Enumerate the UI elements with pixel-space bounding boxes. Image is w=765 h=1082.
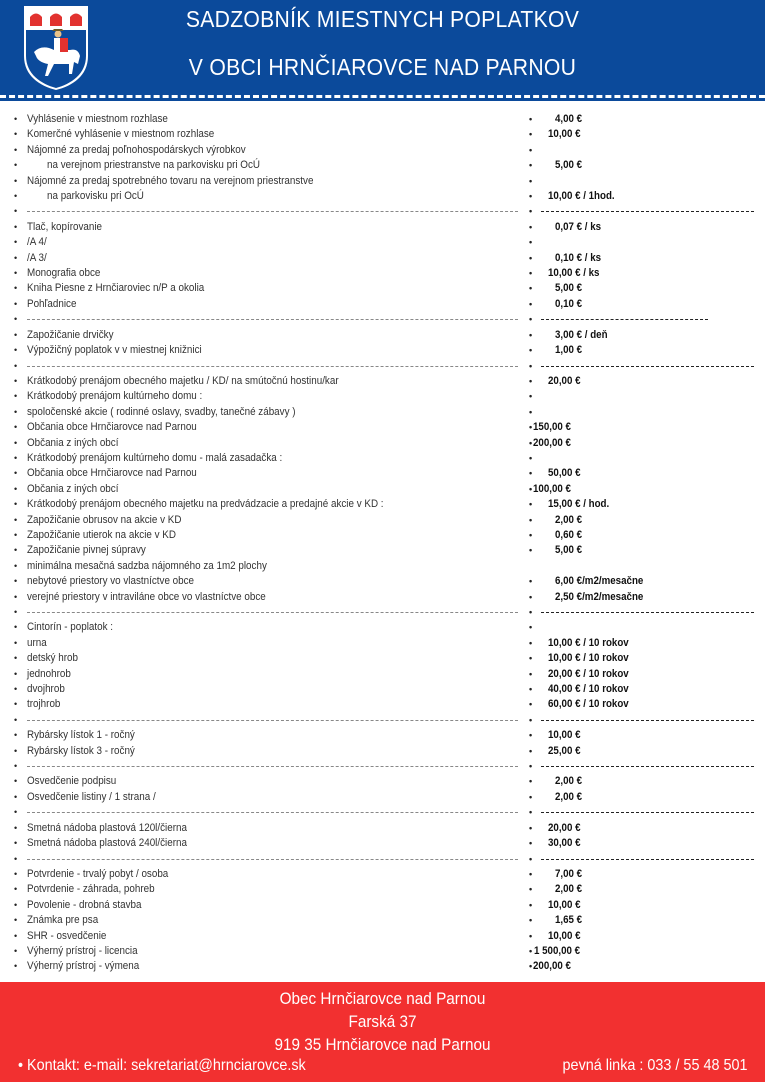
fee-label: Výpožičný poplatok v v miestnej knižnici	[27, 344, 202, 357]
fee-label: SHR - osvedčenie	[27, 929, 107, 942]
fee-label: /A 4/	[27, 236, 47, 249]
dashed-divider-right	[541, 366, 754, 367]
bullet-icon: •	[14, 329, 18, 340]
fee-row	[0, 929, 765, 944]
section-divider-row	[0, 805, 765, 820]
bullet-icon: •	[14, 607, 18, 617]
bullet-icon: •	[14, 252, 18, 263]
fee-row	[0, 620, 765, 635]
bullet-icon: •	[14, 268, 18, 279]
fee-label: jednohrob	[27, 667, 71, 680]
bullet-icon: •	[529, 283, 533, 294]
fee-value: 4,00 €	[555, 113, 583, 125]
bullet-icon: •	[529, 529, 533, 540]
fee-value: 10,00 € / ks	[548, 267, 600, 280]
fee-value: 10,00 €	[548, 929, 581, 942]
fee-row	[0, 343, 765, 358]
fee-value: 40,00 € / 10 rokov	[548, 683, 629, 696]
fee-label: Krátkodobý prenájom kultúrneho domu - malá zasadačka :	[27, 451, 283, 464]
fee-row	[0, 158, 765, 173]
fee-row	[0, 405, 765, 420]
bullet-icon: •	[14, 360, 18, 371]
fee-row	[0, 297, 765, 312]
fee-value: 20,00 €	[548, 374, 581, 387]
bullet-icon: •	[14, 868, 18, 879]
fee-value: 6,00 €/m2/mesačne	[555, 575, 644, 588]
bullet-icon: •	[529, 591, 533, 602]
bullet-icon: •	[529, 730, 533, 741]
fee-value: 0,07 € / ks	[555, 220, 602, 233]
fee-label: Občania obce Hrnčiarovce nad Parnou	[27, 421, 197, 434]
bullet-icon: •	[529, 391, 533, 402]
page-title-line1: SADZOBNÍK MIESTNYCH POPLATKOV	[185, 6, 580, 32]
bullet-icon: •	[14, 375, 18, 386]
bullet-icon: •	[14, 807, 18, 818]
fee-label: Smetná nádoba plastová 120l/čierna	[27, 821, 187, 834]
fee-value: 20,00 €	[548, 821, 581, 834]
fee-row	[0, 466, 765, 481]
fee-row	[0, 882, 765, 897]
coat-of-arms-icon	[20, 4, 92, 92]
fee-value: 10,00 €	[548, 128, 581, 141]
fee-row	[0, 174, 765, 189]
fee-value: 1,65 €	[555, 914, 583, 927]
bullet-icon: •	[529, 899, 533, 910]
bullet-icon: •	[14, 591, 18, 602]
fee-label: Smetná nádoba plastová 240l/čierna	[27, 837, 187, 850]
bullet-icon: •	[14, 545, 18, 556]
fee-row	[0, 420, 765, 435]
bullet-icon: •	[14, 761, 18, 772]
fee-label: Vyhlásenie v miestnom rozhlase	[27, 113, 168, 125]
section-divider-row	[0, 312, 765, 327]
bullet-icon: •	[529, 144, 533, 155]
fee-value: 1 500,00 €	[534, 944, 581, 957]
bullet-icon: •	[14, 345, 18, 356]
fee-value: 0,10 €	[555, 297, 583, 310]
fee-label: Známka pre psa	[27, 914, 99, 927]
bullet-icon: •	[14, 129, 18, 140]
footer-city: 919 35 Hrnčiarovce nad Parnou	[274, 1035, 491, 1054]
bullet-icon: •	[529, 160, 533, 171]
dashed-divider-right	[541, 859, 754, 860]
fee-value: 2,00 €	[555, 790, 583, 803]
section-divider-row	[0, 852, 765, 867]
bullet-icon: •	[14, 822, 18, 833]
bullet-icon: •	[529, 221, 533, 232]
fee-label: Cintorín - poplatok :	[27, 621, 113, 634]
bullet-icon: •	[14, 668, 18, 679]
bullet-icon: •	[14, 452, 18, 463]
fee-label: minimálna mesačná sadzba nájomného za 1m2 plochy	[27, 559, 267, 572]
fee-row	[0, 328, 765, 343]
dashed-divider-left	[27, 720, 518, 721]
bullet-icon: •	[529, 545, 533, 556]
dashed-divider-left	[27, 319, 518, 320]
bullet-icon: •	[529, 252, 533, 263]
fee-label: Potvrdenie - záhrada, pohreb	[27, 883, 155, 896]
bullet-icon: •	[14, 468, 18, 479]
bullet-icon: •	[529, 714, 533, 725]
bullet-icon: •	[14, 437, 18, 448]
fee-row	[0, 266, 765, 281]
dashed-divider-right	[541, 211, 754, 212]
fee-row	[0, 574, 765, 589]
bullet-icon: •	[14, 961, 18, 972]
fee-label: trojhrob	[27, 698, 61, 711]
section-divider-row	[0, 759, 765, 774]
bullet-icon: •	[14, 221, 18, 232]
bullet-icon: •	[529, 514, 533, 525]
fee-row	[0, 389, 765, 404]
bullet-icon: •	[14, 699, 18, 710]
fee-row	[0, 728, 765, 743]
fee-row	[0, 189, 765, 204]
fee-value: 20,00 € / 10 rokov	[548, 667, 629, 680]
fee-value: 5,00 €	[555, 544, 583, 557]
bullet-icon: •	[529, 406, 533, 417]
fee-label: Osvedčenie podpisu	[27, 775, 117, 788]
bullet-icon: •	[14, 745, 18, 756]
fee-row	[0, 744, 765, 759]
bullet-icon: •	[529, 791, 533, 802]
fee-row	[0, 636, 765, 651]
fee-row	[0, 651, 765, 666]
bullet-icon: •	[529, 298, 533, 309]
bullet-icon: •	[14, 576, 18, 587]
fee-row	[0, 867, 765, 882]
bullet-icon: •	[14, 945, 18, 956]
fee-row	[0, 251, 765, 266]
fee-row	[0, 497, 765, 512]
bullet-icon: •	[14, 930, 18, 941]
dashed-divider-right	[541, 612, 754, 613]
fee-label: na verejnom priestranstve na parkovisku pri OcÚ	[47, 159, 261, 172]
fee-value: 0,60 €	[555, 528, 583, 541]
fee-label: Rybársky lístok 3 - ročný	[27, 744, 135, 757]
bullet-icon: •	[529, 945, 533, 956]
section-divider-row	[0, 605, 765, 620]
bullet-icon: •	[14, 899, 18, 910]
fee-value: 15,00 € / hod.	[548, 498, 610, 511]
fee-row	[0, 143, 765, 158]
fee-label: Výherný prístroj - licencia	[27, 944, 138, 957]
fee-row	[0, 959, 765, 974]
footer-street: Farská 37	[348, 1012, 417, 1031]
fee-value: 50,00 €	[548, 467, 581, 480]
bullet-icon: •	[14, 422, 18, 433]
fee-label: Osvedčenie listiny / 1 strana /	[27, 790, 156, 803]
fee-row	[0, 374, 765, 389]
bullet-icon: •	[14, 283, 18, 294]
fee-label: Nájomné za predaj poľnohospodárskych výrobkov	[27, 143, 246, 156]
bullet-icon: •	[14, 637, 18, 648]
dashed-divider-left	[27, 366, 518, 367]
fee-label: Zapožičanie drvičky	[27, 328, 114, 341]
bullet-icon: •	[14, 560, 18, 571]
fee-row	[0, 543, 765, 558]
fee-value: 7,00 €	[555, 867, 583, 880]
bullet-icon: •	[14, 730, 18, 741]
fee-value: 2,00 €	[555, 775, 583, 788]
bullet-icon: •	[529, 699, 533, 710]
fee-value: 2,50 €/m2/mesačne	[555, 590, 644, 603]
fee-value: 10,00 €	[548, 898, 581, 911]
fee-row	[0, 590, 765, 605]
bullet-icon: •	[14, 838, 18, 849]
bullet-icon: •	[529, 884, 533, 895]
fee-row	[0, 436, 765, 451]
fee-value: 10,00 € / 10 rokov	[548, 636, 629, 649]
fee-row	[0, 281, 765, 296]
bullet-icon: •	[529, 345, 533, 356]
bullet-icon: •	[529, 452, 533, 463]
bullet-icon: •	[529, 684, 533, 695]
bullet-icon: •	[14, 144, 18, 155]
header-banner	[0, 0, 765, 101]
fee-row	[0, 112, 765, 127]
bullet-icon: •	[14, 206, 18, 217]
dashed-divider-left	[27, 859, 518, 860]
dashed-divider-left	[27, 211, 518, 212]
bullet-icon: •	[14, 529, 18, 540]
fee-label: urna	[27, 636, 47, 649]
fee-row	[0, 559, 765, 574]
bullet-icon: •	[14, 514, 18, 525]
fee-label: Krátkodobý prenájom obecného majetku / KD/ na smútočnú hostinu/kar	[27, 374, 339, 387]
section-divider-row	[0, 204, 765, 219]
bullet-icon: •	[14, 684, 18, 695]
footer-email[interactable]: • Kontakt: e-mail: sekretariat@hrnciarovce.sk	[18, 1057, 306, 1074]
bullet-icon: •	[529, 622, 533, 633]
fee-row	[0, 220, 765, 235]
bullet-icon: •	[14, 791, 18, 802]
fee-value: 60,00 € / 10 rokov	[548, 698, 629, 711]
header-dashed-divider	[0, 95, 765, 98]
fee-value: 200,00 €	[533, 960, 571, 973]
bullet-icon: •	[529, 637, 533, 648]
fee-label: Zapožičanie pivnej súpravy	[27, 544, 146, 557]
bullet-icon: •	[529, 175, 533, 186]
bullet-icon: •	[14, 776, 18, 787]
fee-row	[0, 482, 765, 497]
fee-label: spoločenské akcie ( rodinné oslavy, svadby, tanečné zábavy )	[27, 405, 296, 418]
fee-row	[0, 235, 765, 250]
fee-value: 2,00 €	[555, 513, 583, 526]
fee-value: 150,00 €	[533, 421, 571, 434]
bullet-icon: •	[529, 607, 533, 617]
fee-value: 1,00 €	[555, 344, 583, 357]
dashed-divider-right	[541, 720, 754, 721]
bullet-icon: •	[14, 714, 18, 725]
bullet-icon: •	[14, 160, 18, 171]
bullet-icon: •	[529, 114, 533, 124]
bullet-icon: •	[14, 175, 18, 186]
fee-value: 25,00 €	[548, 744, 581, 757]
fee-label: Občania obce Hrnčiarovce nad Parnou	[27, 467, 197, 480]
fee-row	[0, 451, 765, 466]
bullet-icon: •	[529, 761, 533, 772]
bullet-icon: •	[529, 822, 533, 833]
bullet-icon: •	[529, 268, 533, 279]
bullet-icon: •	[529, 422, 533, 433]
section-divider-row	[0, 359, 765, 374]
bullet-icon: •	[14, 314, 18, 325]
fee-row	[0, 913, 765, 928]
bullet-icon: •	[529, 206, 533, 217]
fee-label: verejné priestory v intraviláne obce vo vlastníctve obce	[27, 590, 266, 603]
bullet-icon: •	[529, 838, 533, 849]
dashed-divider-right	[541, 766, 754, 767]
bullet-icon: •	[529, 375, 533, 386]
fee-row	[0, 790, 765, 805]
footer-org-name: Obec Hrnčiarovce nad Parnou	[279, 989, 486, 1008]
fee-label: Potvrdenie - trvalý pobyt / osoba	[27, 867, 169, 880]
bullet-icon: •	[14, 406, 18, 417]
fee-row	[0, 821, 765, 836]
fee-label: Krátkodobý prenájom kultúrneho domu :	[27, 390, 203, 403]
fee-value: 2,00 €	[555, 883, 583, 896]
bullet-icon: •	[529, 237, 533, 248]
fee-value: 10,00 € / 1hod.	[548, 190, 615, 203]
bullet-icon: •	[14, 653, 18, 664]
dashed-divider-left	[27, 612, 518, 613]
fee-label: na parkovisku pri OcÚ	[47, 190, 144, 203]
bullet-icon: •	[529, 776, 533, 787]
fee-label: /A 3/	[27, 251, 47, 264]
bullet-icon: •	[529, 745, 533, 756]
bullet-icon: •	[529, 930, 533, 941]
fee-row	[0, 944, 765, 959]
fee-value: 5,00 €	[555, 159, 583, 172]
bullet-icon: •	[529, 468, 533, 479]
fee-label: Rybársky lístok 1 - ročný	[27, 729, 135, 742]
fee-row	[0, 667, 765, 682]
bullet-icon: •	[529, 868, 533, 879]
bullet-icon: •	[529, 653, 533, 664]
bullet-icon: •	[14, 191, 18, 202]
bullet-icon: •	[14, 884, 18, 895]
bullet-icon: •	[529, 853, 533, 864]
fee-row	[0, 697, 765, 712]
bullet-icon: •	[529, 129, 533, 140]
fee-label: Pohľadnice	[27, 297, 77, 310]
bullet-icon: •	[529, 314, 533, 325]
bullet-icon: •	[14, 853, 18, 864]
fee-row	[0, 528, 765, 543]
bullet-icon: •	[529, 668, 533, 679]
bullet-icon: •	[529, 191, 533, 202]
fee-label: Výherný prístroj - výmena	[27, 960, 140, 973]
fee-value: 0,10 € / ks	[555, 251, 602, 264]
fee-label: Komerčné vyhlásenie v miestnom rozhlase	[27, 128, 215, 141]
bullet-icon: •	[529, 483, 533, 494]
footer-phone: pevná linka : 033 / 55 48 501	[562, 1057, 747, 1074]
footer-contact	[0, 982, 765, 1082]
bullet-icon: •	[14, 237, 18, 248]
bullet-icon: •	[529, 961, 533, 972]
fee-label: dvojhrob	[27, 683, 65, 696]
bullet-icon: •	[14, 114, 18, 124]
fee-value: 100,00 €	[533, 482, 571, 495]
bullet-icon: •	[14, 483, 18, 494]
fee-value: 200,00 €	[533, 436, 571, 449]
fee-row	[0, 127, 765, 142]
fee-value: 10,00 €	[548, 729, 581, 742]
fee-value: 5,00 €	[555, 282, 583, 295]
fee-label: Nájomné za predaj spotrebného tovaru na verejnom priestranstve	[27, 174, 314, 187]
bullet-icon: •	[529, 360, 533, 371]
fee-label: Zapožičanie obrusov na akcie v KD	[27, 513, 182, 526]
section-divider-row	[0, 713, 765, 728]
fee-label: Monografia obce	[27, 267, 101, 280]
fee-list	[0, 112, 765, 975]
bullet-icon: •	[529, 576, 533, 587]
fee-row	[0, 836, 765, 851]
fee-label: Zapožičanie utierok na akcie v KD	[27, 528, 176, 541]
fee-row	[0, 774, 765, 789]
dashed-divider-right	[541, 319, 708, 320]
fee-value: 30,00 €	[548, 837, 581, 850]
bullet-icon: •	[529, 807, 533, 818]
page-title-line2: V OBCI HRNČIAROVCE NAD PARNOU	[188, 54, 577, 80]
bullet-icon: •	[14, 499, 18, 510]
bullet-icon: •	[529, 329, 533, 340]
fee-label: nebytové priestory vo vlastníctve obce	[27, 575, 195, 588]
fee-label: Občania z iných obcí	[27, 436, 119, 449]
fee-label: Tlač, kopírovanie	[27, 220, 103, 233]
fee-label: Povolenie - drobná stavba	[27, 898, 142, 911]
bullet-icon: •	[14, 622, 18, 633]
bullet-icon: •	[14, 391, 18, 402]
fee-value: 10,00 € / 10 rokov	[548, 652, 629, 665]
bullet-icon: •	[529, 437, 533, 448]
fee-label: detský hrob	[27, 652, 78, 665]
fee-row	[0, 513, 765, 528]
dashed-divider-left	[27, 766, 518, 767]
fee-value: 3,00 € / deň	[555, 328, 608, 341]
fee-row	[0, 898, 765, 913]
dashed-divider-right	[541, 812, 754, 813]
fee-label: Kniha Piesne z Hrnčiaroviec n/P a okolia	[27, 282, 205, 295]
dashed-divider-left	[27, 812, 518, 813]
bullet-icon: •	[14, 298, 18, 309]
fee-label: Občania z iných obcí	[27, 482, 119, 495]
bullet-icon: •	[529, 915, 533, 926]
bullet-icon: •	[14, 915, 18, 926]
fee-row	[0, 682, 765, 697]
bullet-icon: •	[529, 499, 533, 510]
fee-label: Krátkodobý prenájom obecného majetku na predvádzacie a predajné akcie v KD :	[27, 498, 384, 511]
